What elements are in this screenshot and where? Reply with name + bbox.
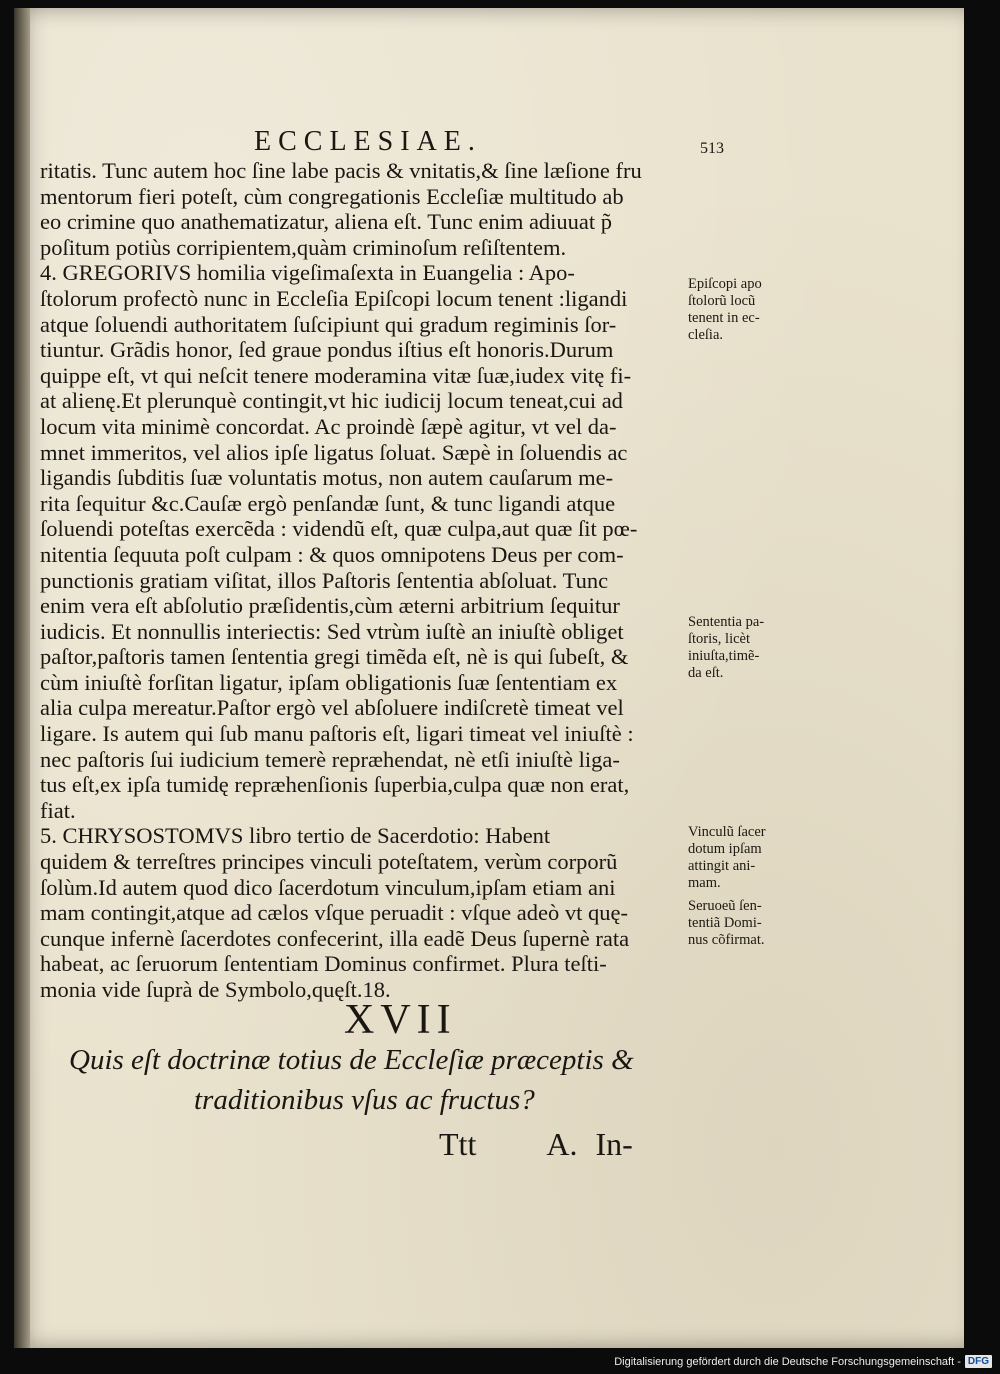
- text-line: paſtor,paſtoris tamen ſententia gregi timẽda eſt, nè is qui ſubeſt, &: [40, 644, 629, 670]
- text-line: monia vide ſuprà de Symbolo,quęſt.18.: [40, 977, 391, 1002]
- text-line: rita ſequitur &c.Cauſæ ergò penſandæ ſunt, & tunc ligandi atque: [40, 490, 616, 516]
- margin-note-line: iniuſta,timẽ-: [688, 648, 760, 664]
- margin-note-line: cleſia.: [688, 327, 724, 343]
- question-line: traditionibus vſus ac fructus?: [194, 1084, 535, 1116]
- running-head: ECCLESIAE.: [254, 126, 482, 157]
- margin-note-sententia: [688, 614, 818, 682]
- margin-note-line: Epiſcopi apo: [688, 276, 762, 292]
- text-line: 4. GREGORIVS homilia vigeſimaſexta in Euangelia : Apo-: [40, 260, 575, 286]
- chapter-number: XVII: [344, 997, 457, 1043]
- text-line: mnet immeritos, vel alios ipſe ligatus ſoluat. Sæpè in ſoluendis ac: [40, 439, 628, 465]
- text-line: cùm iniuſtè forſitan ligatur, ipſam obligationis ſuæ ſententiam ex: [40, 669, 618, 695]
- margin-note-line: Vinculũ ſacer: [688, 824, 766, 840]
- scanned-page: [14, 8, 964, 1348]
- text-line: ligare. Is autem qui ſub manu paſtoris eſt, ligari timeat vel iniuſtè :: [40, 721, 634, 747]
- margin-note-line: mam.: [688, 875, 721, 891]
- book-gutter: [14, 8, 30, 1348]
- text-line: alia culpa mereatur.Paſtor ergò vel abſoluere indiſcretè timeat vel: [40, 695, 624, 721]
- text-line: mentorum fieri poteſt, cùm congregationis Eccleſiæ multitudo ab: [40, 183, 624, 209]
- text-line: iudicis. Et nonnullis interiectis: Sed vtrùm iuſtè an iniuſtè obliget: [40, 618, 624, 644]
- chapter-question: [69, 1040, 689, 1120]
- main-text-block: [40, 158, 710, 1003]
- catchword: In-: [595, 1126, 633, 1162]
- text-line: tiuntur. Grãdis honor, ſed graue pondus iſtius eſt honoris.Durum: [40, 337, 614, 363]
- margin-note-line: attingit ani-: [688, 858, 756, 874]
- text-line: quippe eſt, vt qui neſcit tenere moderamina vitæ ſuæ,iudex vitę fi-: [40, 362, 632, 388]
- margin-note-episcopi: [688, 276, 818, 344]
- text-line: nitentia ſequuta poſt culpam : & quos omnipotens Deus per com-: [40, 541, 624, 567]
- margin-note-line: ſtoris, licèt: [688, 631, 751, 647]
- text-line: poſitum potiùs corripientem,quàm criminoſum reſiſtentem.: [40, 234, 567, 260]
- question-line: Quis eſt doctrinæ totius de Eccleſiæ præceptis &: [69, 1044, 634, 1076]
- text-line: ligandis ſubditis ſuæ voluntatis motus, non autem cauſarum me-: [40, 465, 614, 491]
- dfg-logo-icon: DFG: [965, 1355, 992, 1368]
- margin-note-line: Seruoeũ ſen-: [688, 898, 762, 914]
- text-line: tus eſt,ex ipſa tumidę repræhenſionis ſuperbia,culpa quæ non erat,: [40, 772, 630, 798]
- text-line: nec paſtoris ſui iudicium temerè repræhendat, nè etſi iniuſtè liga-: [40, 746, 620, 772]
- margin-note-line: da eſt.: [688, 665, 724, 681]
- text-line: ſolùm.Id autem quod dico ſacerdotum vinculum,ipſam etiam ani: [40, 874, 616, 900]
- margin-note-line: ſtolorũ locũ: [688, 293, 756, 309]
- text-line: quidem & terreſtres principes vinculi poteſtatem, verùm corporũ: [40, 849, 618, 875]
- text-line: enim vera eſt abſolutio præſidentis,cùm æterni arbitrium ſequitur: [40, 593, 620, 619]
- text-line: fiat.: [40, 797, 76, 823]
- text-line: locum vita minimè concordat. Ac proindè ſæpè agitur, vt vel da-: [40, 413, 617, 439]
- text-line: ſtolorum profectò nunc in Eccleſia Epiſcopi locum tenent :ligandi: [40, 285, 628, 311]
- text-line: habeat, ac ſeruorum ſententiam Dominus confirmet. Plura teſti-: [40, 951, 607, 977]
- text-line: at alienę.Et plerunquè contingit,vt hic iudicij locum teneat,cui ad: [40, 388, 623, 414]
- text-line: punctionis gratiam viſitat, illos Paſtoris ſententia abſoluat. Tunc: [40, 567, 609, 593]
- text-line: 5. CHRYSOSTOMVS libro tertio de Sacerdotio: Habent: [40, 823, 551, 849]
- text-line: mam contingit,atque ad cælos vſque peruadit : vſque adeò vt quę-: [40, 900, 628, 926]
- text-line: atque ſoluendi authoritatem ſuſcipiunt qui gradum regiminis ſor-: [40, 311, 617, 337]
- signature-mark: Ttt: [439, 1126, 477, 1162]
- margin-note-line: Sententia pa-: [688, 614, 765, 630]
- margin-note-line: dotum ipſam: [688, 841, 762, 857]
- text-line: cunque infernè ſacerdotes confecerint, illa eadẽ Deus ſupernè rata: [40, 925, 630, 951]
- text-line: eo crimine quo anathematizatur, aliena eſt. Tunc enim adiuuat p̃: [40, 209, 613, 235]
- digitization-footer: [614, 1355, 992, 1368]
- catchwords-line: [439, 1126, 633, 1163]
- margin-note-line: tentiã Domi-: [688, 915, 762, 931]
- footer-credit: Digitalisierung gefördert durch die Deutsche Forschungsgemeinschaft -: [614, 1355, 961, 1368]
- page-number: 513: [700, 140, 724, 157]
- catchword: A.: [546, 1126, 578, 1162]
- margin-note-line: nus cõfirmat.: [688, 932, 765, 948]
- text-line: ritatis. Tunc autem hoc ſine labe pacis & vnitatis,& ſine læſione fru: [40, 158, 642, 183]
- margin-note-line: tenent in ec-: [688, 310, 760, 326]
- text-line: ſoluendi poteſtas exercẽda : videndũ eſt, quæ culpa,aut quæ ſit pœ-: [40, 516, 638, 542]
- margin-note-vinculum: [688, 824, 818, 892]
- margin-note-seruorum: [688, 898, 818, 949]
